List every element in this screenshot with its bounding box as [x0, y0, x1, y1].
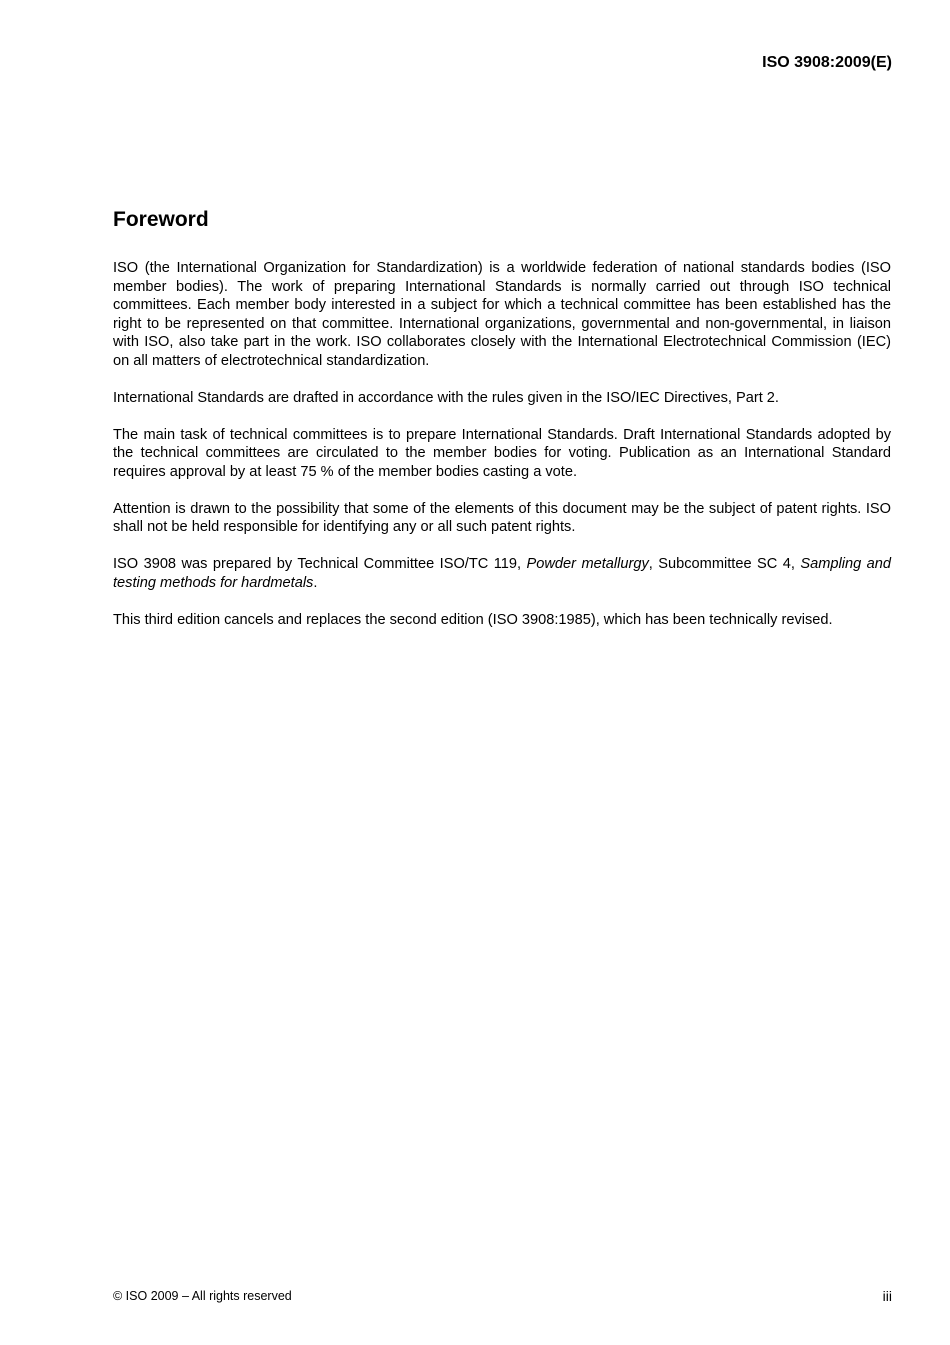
foreword-body — [113, 259, 891, 648]
prepared-by-text-2: , Subcommittee SC 4, — [648, 556, 801, 572]
subcommittee-title: Sampling and testing methods for hardmetals — [113, 556, 891, 591]
paragraph-committee-task: The main task of technical committees is to prepare International Standards. Draft International Standards adopted by the technical committees are circulated to the member bodies for voting. Publication as an International Standard requires approval by at least 75 % of the member bodies casting a vote. — [113, 426, 891, 480]
prepared-by-text-3: . — [313, 574, 318, 591]
paragraph-patent-rights: Attention is drawn to the possibility that some of the elements of this document may be the subject of patent rights. ISO shall not be held responsible for identifying any or all such patent rights. — [113, 500, 891, 535]
page-number: iii — [882, 1288, 892, 1304]
copyright-notice: © ISO 2009 – All rights reserved — [113, 1289, 292, 1303]
committee-title: Powder metallurgy — [526, 556, 649, 572]
paragraph-iso-intro: ISO (the International Organization for Standardization) is a worldwide federation of national standards bodies (ISO member bodies). The work of preparing International Standards is normally carried out through ISO technical committees. Each member body interested in a subject for which a technical committee has been established has the right to be represented on that committee. International organizations, governmental and non-governmental, in liaison with ISO, also take part in the work. ISO collaborates closely with the International Electrotechnical Commission (IEC) on all matters of electrotechnical standardization. — [113, 260, 891, 369]
page-title: Foreword — [113, 208, 209, 231]
paragraph-prepared-by — [113, 555, 891, 592]
paragraph-directives: International Standards are drafted in accordance with the rules given in the ISO/IEC Directives, Part 2. — [113, 389, 779, 406]
prepared-by-text-1: ISO 3908 was prepared by Technical Committee ISO/TC 119, — [113, 556, 527, 572]
paragraph-edition: This third edition cancels and replaces the second edition (ISO 3908:1985), which has been technically revised. — [113, 611, 833, 628]
document-id: ISO 3908:2009(E) — [762, 54, 892, 71]
